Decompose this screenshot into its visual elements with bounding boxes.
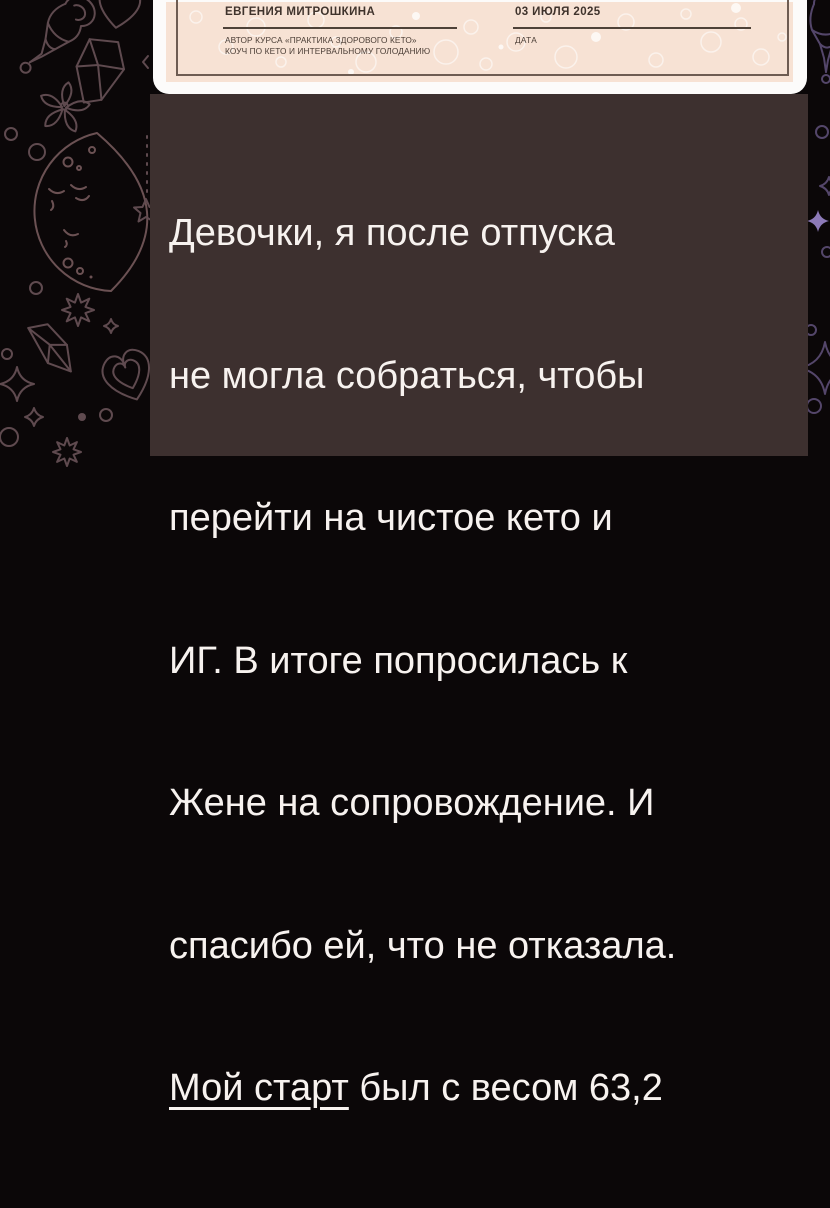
circle-icon	[807, 399, 821, 413]
circle-icon	[29, 144, 45, 160]
signature-line	[223, 27, 457, 29]
message-line: Жене на сопровождение. И	[169, 782, 655, 824]
message-line: перейти на чистое кето и	[169, 497, 613, 539]
certificate-role	[225, 35, 430, 56]
sparkle-icon	[25, 408, 43, 426]
circle-icon	[5, 128, 17, 140]
crescent-moon-icon	[34, 133, 147, 291]
starburst-icon	[53, 438, 81, 466]
certificate-date-label: ДАТА	[515, 35, 538, 45]
four-point-star-icon	[0, 367, 34, 401]
heart-icon	[96, 0, 142, 31]
crystal-icon	[67, 32, 132, 111]
dot-icon	[78, 413, 86, 421]
certificate-photo[interactable]	[153, 0, 807, 94]
circle-icon	[30, 282, 42, 294]
message-line: спасибо ей, что не отказала.	[169, 924, 677, 967]
sparkle-icon	[104, 319, 118, 333]
message-text	[150, 94, 808, 1208]
circle-icon	[816, 126, 828, 138]
flower-icon	[34, 78, 94, 136]
circle-icon	[0, 428, 18, 446]
chat-wallpaper-left	[0, 0, 155, 456]
date-line	[513, 27, 751, 29]
message-line: ИГ. В итоге попросилась к	[169, 639, 628, 682]
certificate-name: ЕВГЕНИЯ МИТРОШКИНА	[225, 6, 376, 18]
message-line-rest: был с весом 63,2	[348, 1067, 663, 1109]
certificate-date: 03 ИЮЛЯ 2025	[515, 6, 601, 18]
crystal-icon	[25, 315, 81, 379]
circle-icon	[100, 409, 112, 421]
certificate-role-line1: АВТОР КУРСА «ПРАКТИКА ЗДОРОВОГО КЕТО»	[225, 35, 417, 45]
underlined-text: Мой старт	[169, 1067, 349, 1109]
message-line: не могла собраться, чтобы	[169, 354, 645, 397]
seashell-icon	[810, 0, 830, 83]
circle-icon	[822, 247, 830, 257]
sparkle-icon	[820, 177, 830, 195]
certificate-paper	[166, 2, 793, 82]
message-line	[169, 1065, 796, 1113]
certificate-role-line2: КОУЧ ПО КЕТО И ИНТЕРВАЛЬНОМУ ГОЛОДАНИЮ	[225, 45, 431, 56]
message-line: Девочки, я после отпуска	[169, 212, 615, 254]
four-point-star-icon	[807, 210, 829, 232]
chevron-icon	[143, 56, 148, 68]
circle-icon	[2, 349, 12, 359]
starburst-icon	[62, 294, 94, 326]
message-bubble[interactable]	[150, 94, 808, 1109]
